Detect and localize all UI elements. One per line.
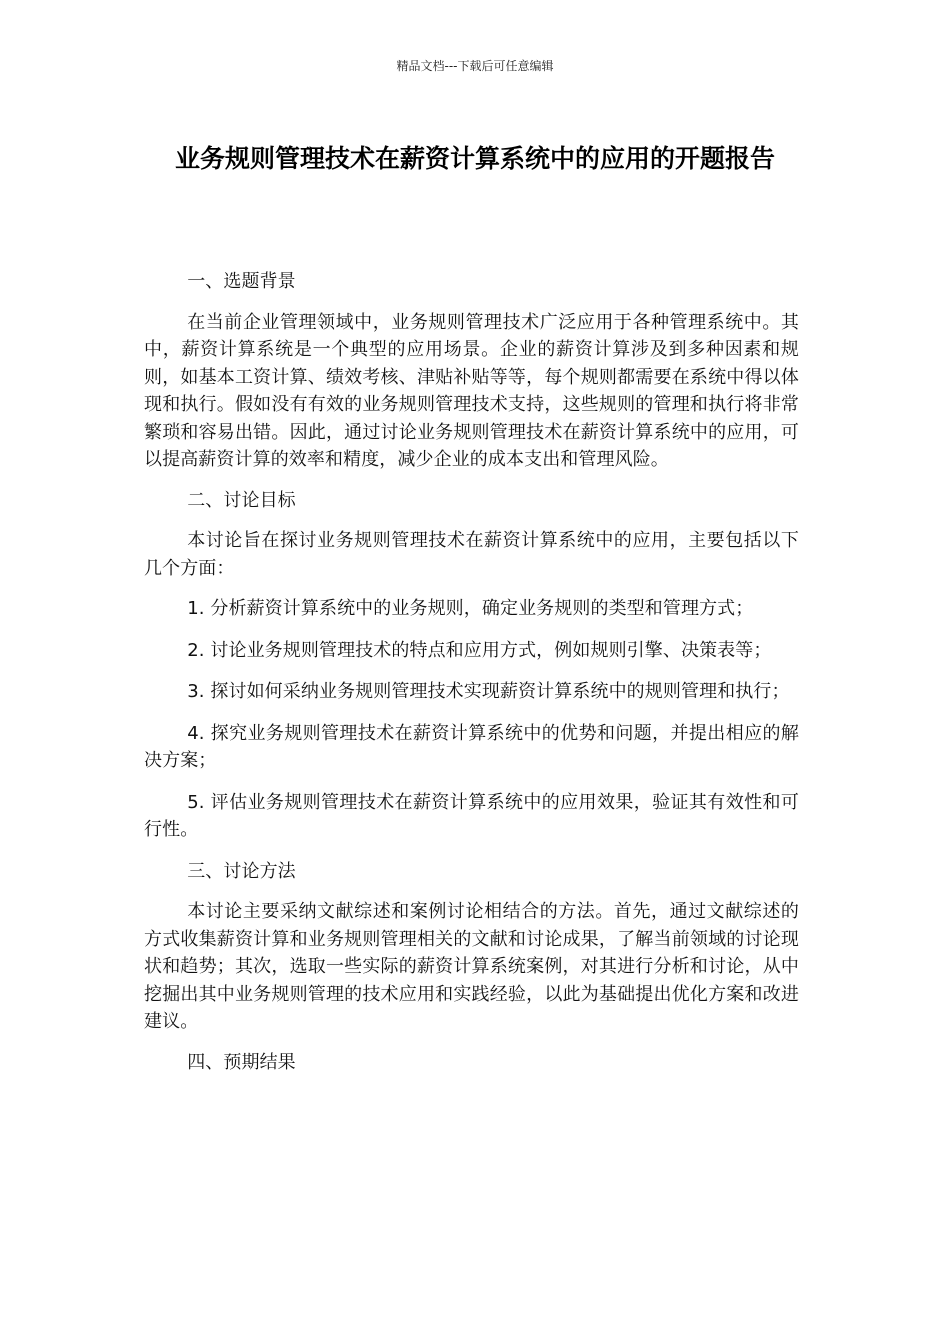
document-body [144,268,799,1089]
background-paragraph: 在当前企业管理领域中，业务规则管理技术广泛应用于各种管理系统中。其中，薪资计算系统是一个典型的应用场景。企业的薪资计算涉及到多种因素和规则，如基本工资计算、绩效考核、津贴补贴等等，每个规则都需要在系统中得以体现和执行。假如没有有效的业务规则管理技术支持，这些规则的管理和执行将非常繁琐和容易出错。因此，通过讨论业务规则管理技术在薪资计算系统中的应用，可以提高薪资计算的效率和精度，减少企业的成本支出和管理风险。 [144,311,799,470]
goals-list-item: 4. 探究业务规则管理技术在薪资计算系统中的优势和问题，并提出相应的解决方案； [144,722,799,771]
section-heading-background: 一、选题背景 [187,271,296,292]
method-paragraph: 本讨论主要采纳文献综述和案例讨论相结合的方法。首先，通过文献综述的方式收集薪资计算和业务规则管理相关的文献和讨论成果，了解当前领域的讨论现状和趋势；其次，选取一些实际的薪资计算系统案例，对其进行分析和讨论，从中挖掘出其中业务规则管理的技术应用和实践经验，以此为基础提出优化方案和改进建议。 [144,901,799,1032]
goals-list-item: 2. 讨论业务规则管理技术的特点和应用方式，例如规则引擎、决策表等； [187,639,772,661]
goals-list-item: 5. 评估业务规则管理技术在薪资计算系统中的应用效果，验证其有效性和可行性。 [144,791,799,840]
goals-list-item: 1. 分析薪资计算系统中的业务规则，确定业务规则的类型和管理方式； [187,598,754,619]
goals-list-item: 3. 探讨如何采纳业务规则管理技术实现薪资计算系统中的规则管理和执行； [187,681,790,702]
goals-intro-paragraph: 本讨论旨在探讨业务规则管理技术在薪资计算系统中的应用，主要包括以下几个方面： [144,530,799,579]
section-heading-goals: 二、讨论目标 [187,489,296,511]
section-heading-method: 三、讨论方法 [187,860,296,882]
page-title: 业务规则管理技术在薪资计算系统中的应用的开题报告 [174,144,775,173]
header-note: 精品文档---下载后可任意编辑 [396,59,554,73]
section-heading-results: 四、预期结果 [187,1051,296,1073]
